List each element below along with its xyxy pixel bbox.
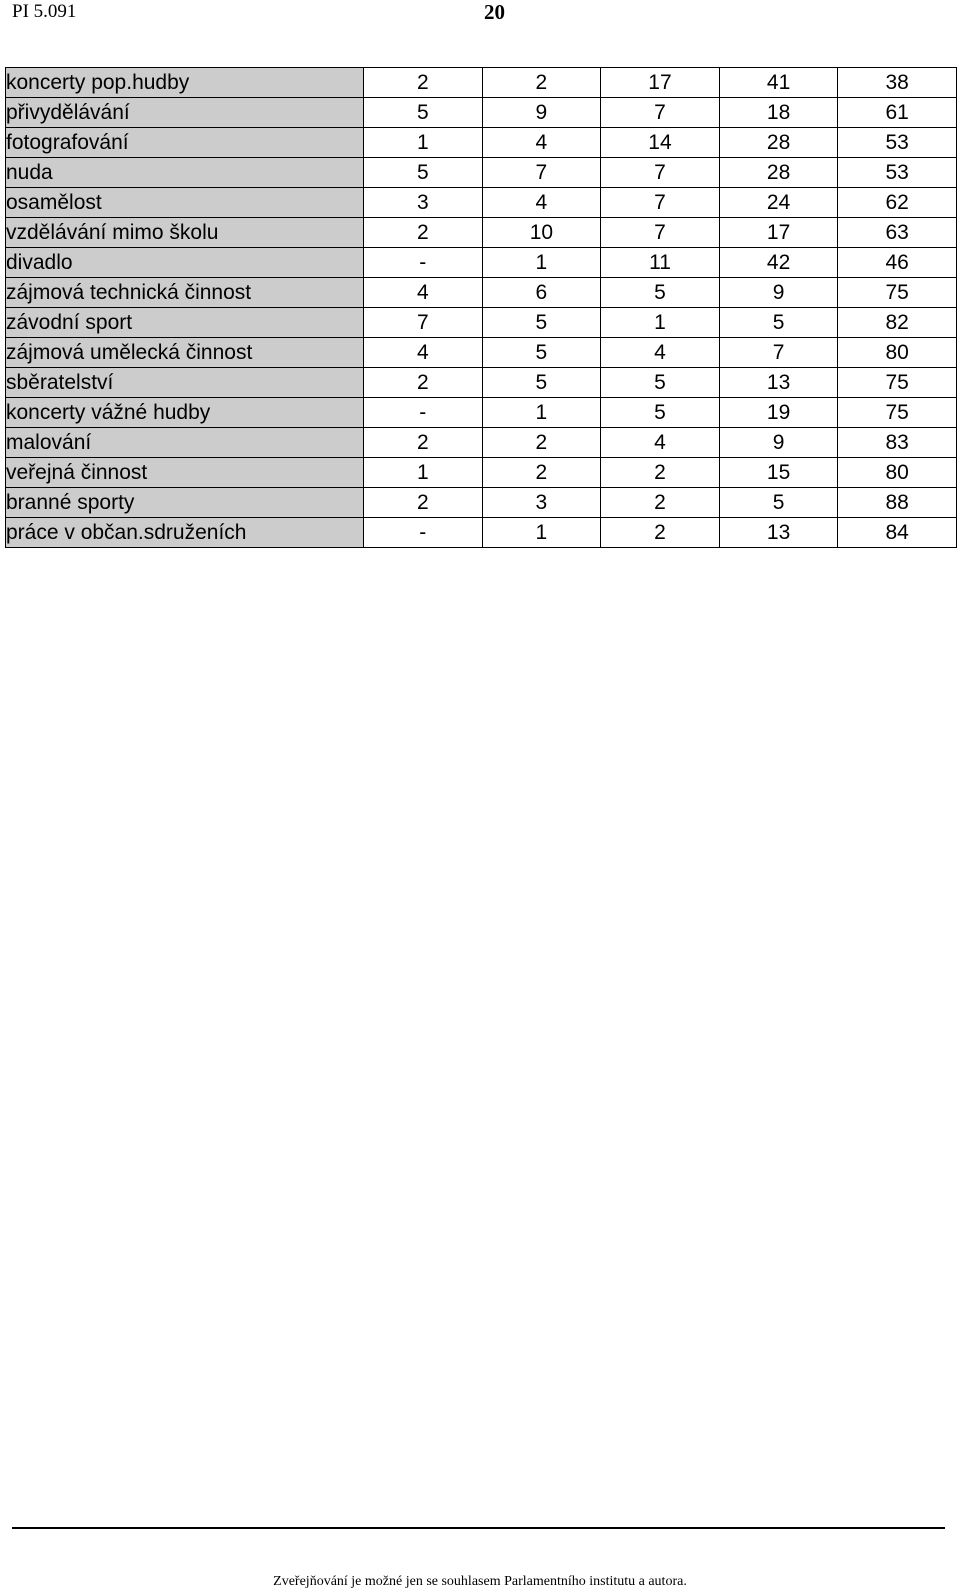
row-label: divadlo xyxy=(6,248,364,278)
row-label: práce v občan.sdruženích xyxy=(6,518,364,548)
row-label: fotografování xyxy=(6,128,364,158)
row-label: vzdělávání mimo školu xyxy=(6,218,364,248)
row-label: koncerty pop.hudby xyxy=(6,68,364,98)
value-cell: 17 xyxy=(601,68,720,98)
table-row xyxy=(6,368,957,398)
value-cell: - xyxy=(364,248,483,278)
value-cell: 18 xyxy=(719,98,838,128)
value-cell: 2 xyxy=(601,458,720,488)
value-cell: 7 xyxy=(601,98,720,128)
value-cell: 3 xyxy=(364,188,483,218)
table-row xyxy=(6,488,957,518)
row-label: koncerty vážné hudby xyxy=(6,398,364,428)
table-row xyxy=(6,188,957,218)
value-cell: 3 xyxy=(482,488,601,518)
table-row xyxy=(6,398,957,428)
value-cell: 2 xyxy=(364,218,483,248)
table-body xyxy=(6,68,957,548)
value-cell: 5 xyxy=(719,308,838,338)
table-row xyxy=(6,98,957,128)
value-cell: 75 xyxy=(838,278,957,308)
row-label: závodní sport xyxy=(6,308,364,338)
page-number: 20 xyxy=(484,0,505,24)
value-cell: 1 xyxy=(482,398,601,428)
value-cell: 75 xyxy=(838,398,957,428)
table-row xyxy=(6,518,957,548)
footer-divider xyxy=(12,1527,945,1529)
value-cell: 4 xyxy=(601,338,720,368)
value-cell: 5 xyxy=(601,278,720,308)
data-table xyxy=(5,67,957,548)
table-row xyxy=(6,338,957,368)
value-cell: 5 xyxy=(601,398,720,428)
value-cell: 5 xyxy=(482,338,601,368)
value-cell: 84 xyxy=(838,518,957,548)
value-cell: 19 xyxy=(719,398,838,428)
row-label: branné sporty xyxy=(6,488,364,518)
value-cell: 4 xyxy=(482,128,601,158)
value-cell: 1 xyxy=(482,518,601,548)
table-row xyxy=(6,68,957,98)
value-cell: 17 xyxy=(719,218,838,248)
row-label: malování xyxy=(6,428,364,458)
value-cell: 5 xyxy=(601,368,720,398)
value-cell: 88 xyxy=(838,488,957,518)
row-label: přivydělávání xyxy=(6,98,364,128)
value-cell: 13 xyxy=(719,368,838,398)
value-cell: - xyxy=(364,398,483,428)
value-cell: 7 xyxy=(719,338,838,368)
value-cell: 9 xyxy=(719,428,838,458)
table-row xyxy=(6,128,957,158)
footer-note: Zveřejňování je možné jen se souhlasem Parlamentního institutu a autora. xyxy=(273,1574,687,1589)
row-label: sběratelství xyxy=(6,368,364,398)
table-row xyxy=(6,248,957,278)
value-cell: 42 xyxy=(719,248,838,278)
value-cell: 5 xyxy=(364,158,483,188)
row-label: osamělost xyxy=(6,188,364,218)
value-cell: 9 xyxy=(719,278,838,308)
value-cell: 10 xyxy=(482,218,601,248)
value-cell: 1 xyxy=(601,308,720,338)
value-cell: 82 xyxy=(838,308,957,338)
value-cell: 2 xyxy=(482,68,601,98)
value-cell: 62 xyxy=(838,188,957,218)
value-cell: 2 xyxy=(601,518,720,548)
value-cell: 2 xyxy=(482,458,601,488)
value-cell: 4 xyxy=(482,188,601,218)
value-cell: 7 xyxy=(601,218,720,248)
value-cell: 83 xyxy=(838,428,957,458)
table-row xyxy=(6,308,957,338)
value-cell: 5 xyxy=(719,488,838,518)
row-label: zájmová technická činnost xyxy=(6,278,364,308)
value-cell: 13 xyxy=(719,518,838,548)
value-cell: 6 xyxy=(482,278,601,308)
value-cell: 7 xyxy=(482,158,601,188)
table-row xyxy=(6,158,957,188)
value-cell: 11 xyxy=(601,248,720,278)
value-cell: 14 xyxy=(601,128,720,158)
value-cell: - xyxy=(364,518,483,548)
value-cell: 2 xyxy=(364,68,483,98)
value-cell: 2 xyxy=(364,488,483,518)
table-row xyxy=(6,458,957,488)
table-row xyxy=(6,218,957,248)
value-cell: 4 xyxy=(601,428,720,458)
value-cell: 61 xyxy=(838,98,957,128)
value-cell: 80 xyxy=(838,458,957,488)
value-cell: 7 xyxy=(601,158,720,188)
document-code: PI 5.091 xyxy=(12,1,77,22)
row-label: nuda xyxy=(6,158,364,188)
value-cell: 53 xyxy=(838,158,957,188)
value-cell: 28 xyxy=(719,128,838,158)
value-cell: 9 xyxy=(482,98,601,128)
value-cell: 4 xyxy=(364,338,483,368)
value-cell: 38 xyxy=(838,68,957,98)
value-cell: 80 xyxy=(838,338,957,368)
value-cell: 63 xyxy=(838,218,957,248)
value-cell: 4 xyxy=(364,278,483,308)
value-cell: 7 xyxy=(601,188,720,218)
value-cell: 2 xyxy=(364,368,483,398)
value-cell: 1 xyxy=(364,128,483,158)
value-cell: 2 xyxy=(364,428,483,458)
value-cell: 46 xyxy=(838,248,957,278)
value-cell: 1 xyxy=(364,458,483,488)
value-cell: 28 xyxy=(719,158,838,188)
value-cell: 1 xyxy=(482,248,601,278)
value-cell: 5 xyxy=(482,308,601,338)
table-row xyxy=(6,428,957,458)
value-cell: 41 xyxy=(719,68,838,98)
value-cell: 2 xyxy=(601,488,720,518)
value-cell: 2 xyxy=(482,428,601,458)
value-cell: 75 xyxy=(838,368,957,398)
value-cell: 24 xyxy=(719,188,838,218)
value-cell: 7 xyxy=(364,308,483,338)
value-cell: 15 xyxy=(719,458,838,488)
value-cell: 53 xyxy=(838,128,957,158)
table-row xyxy=(6,278,957,308)
value-cell: 5 xyxy=(364,98,483,128)
row-label: veřejná činnost xyxy=(6,458,364,488)
row-label: zájmová umělecká činnost xyxy=(6,338,364,368)
value-cell: 5 xyxy=(482,368,601,398)
